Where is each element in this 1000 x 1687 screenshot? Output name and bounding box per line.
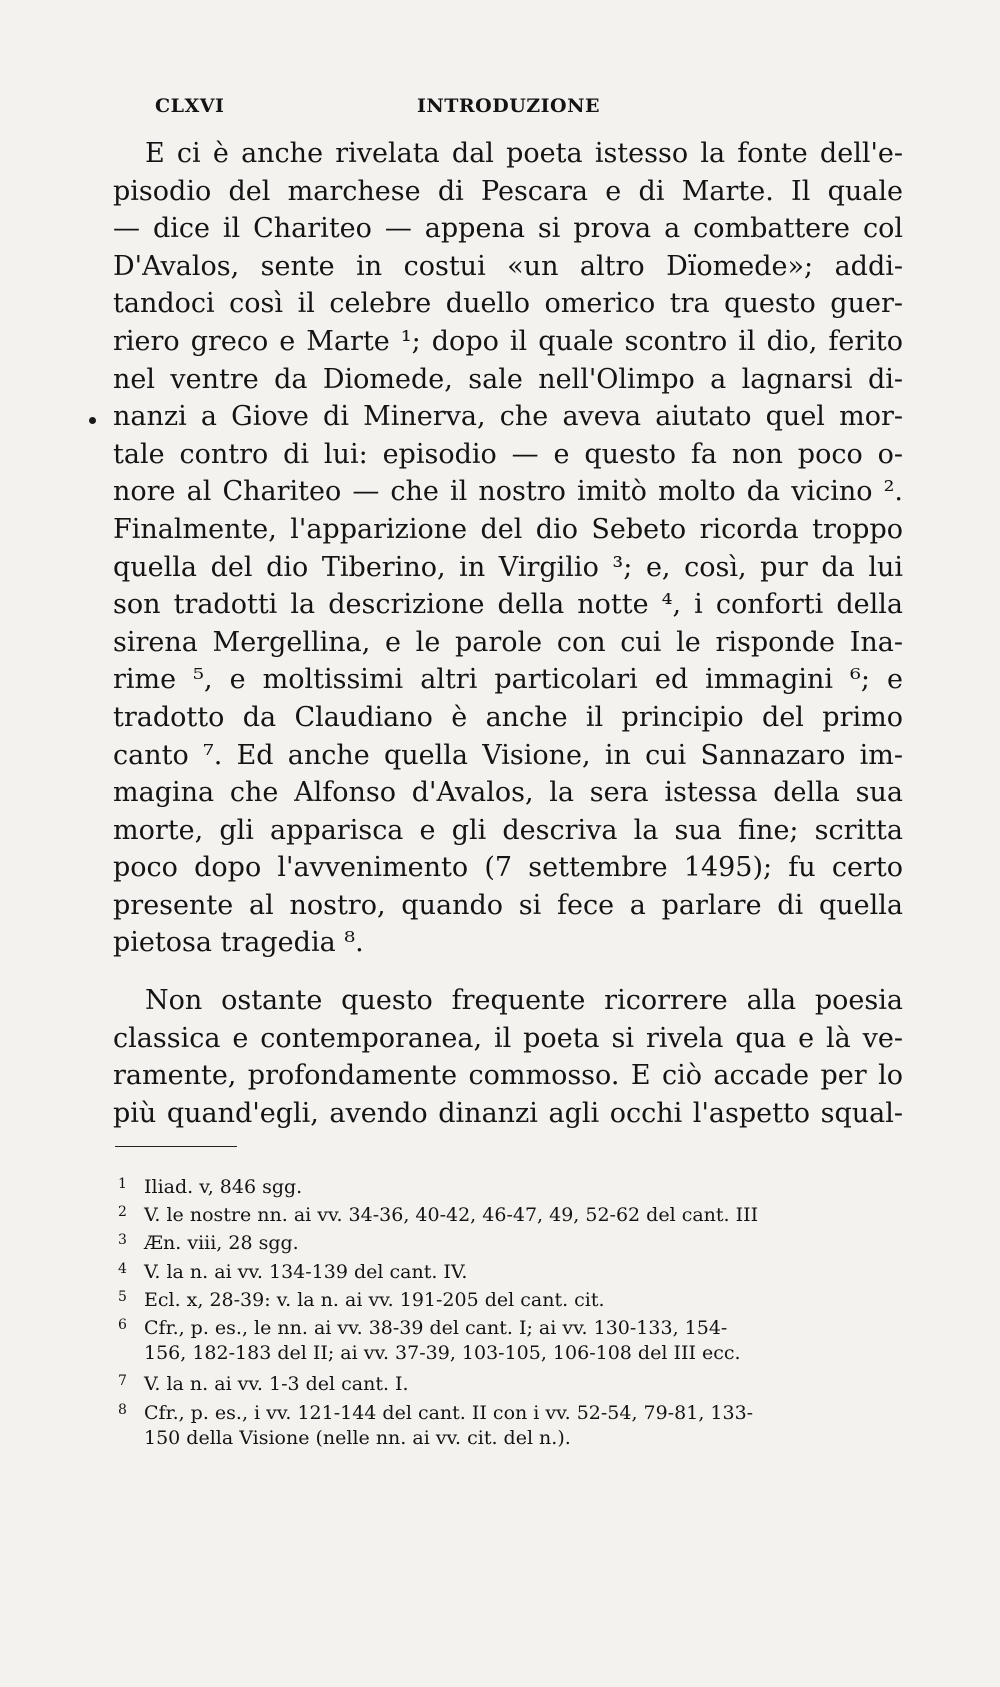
footnote-text: V. la n. ai vv. 1-3 del cant. I. <box>144 1373 409 1396</box>
footnote-mark: 5 <box>118 1288 127 1305</box>
footnote-mark: 1 <box>118 1176 127 1192</box>
footnote <box>118 1198 898 1226</box>
text-line: Finalmente, l'apparizione del dio Sebeto ricorda troppo <box>113 513 903 545</box>
page-number: CLXVI <box>155 95 225 117</box>
footnote-text: V. la n. ai vv. 134-139 del cant. IV. <box>144 1260 468 1283</box>
footnote <box>118 1170 898 1198</box>
text-line: quella del dio Tiberino, in Virgilio ³; e, così, pur da lui <box>113 551 903 583</box>
footnote-text: Iliad. v, 846 sgg. <box>144 1176 303 1198</box>
footnotes <box>118 1170 898 1452</box>
main-text <box>113 135 903 1132</box>
footnote-rule <box>115 1146 237 1147</box>
footnote <box>118 1396 898 1424</box>
footnote-text: Ecl. x, 28-39: v. la n. ai vv. 191-205 del cant. cit. <box>144 1288 605 1311</box>
footnote-mark: 4 <box>118 1260 127 1277</box>
text-line: E ci è anche rivelata dal poeta istesso la fonte dell'e- <box>145 138 903 169</box>
footnote-mark: 2 <box>118 1204 127 1221</box>
footnote <box>118 1283 898 1311</box>
text-line: D'Avalos, sente in costui «un altro Dïomede»; addi- <box>113 250 903 282</box>
margin-mark <box>89 417 96 424</box>
page-header <box>155 95 915 125</box>
text-line: tandoci così il celebre duello omerico tra questo guer- <box>113 288 903 320</box>
text-line: morte, gli apparisca e gli descriva la sua fine; scritta <box>113 814 903 846</box>
text-line: rime ⁵, e moltissimi altri particolari ed immagini ⁶; e <box>113 664 903 696</box>
text-line: nore al Chariteo — che il nostro imitò molto da vicino ². <box>113 476 903 508</box>
footnote-mark: 3 <box>118 1232 127 1249</box>
footnote <box>118 1226 898 1254</box>
text-line: son tradotti la descrizione della notte ⁴, i conforti della <box>113 589 903 621</box>
footnote-text: Cfr., p. es., le nn. ai vv. 38-39 del cant. I; ai vv. 130-133, 154- <box>144 1316 728 1339</box>
footnote-mark: 8 <box>118 1401 127 1418</box>
footnote-mark: 6 <box>118 1316 127 1333</box>
footnote-text: 156, 182-183 del II; ai vv. 37-39, 103-105, 106-108 del III ecc. <box>144 1342 741 1365</box>
footnote-text: 150 della Visione (nelle nn. ai vv. cit. del n.). <box>144 1426 571 1449</box>
footnote-continuation <box>118 1339 898 1367</box>
text-line: pisodio del marchese di Pescara e di Marte. Il quale <box>113 175 903 207</box>
footnote-mark: 7 <box>118 1373 127 1390</box>
text-line: più quand'egli, avendo dinanzi agli occhi l'aspetto squal- <box>113 1097 903 1129</box>
text-line: presente al nostro, quando si fece a parlare di quella <box>113 889 903 921</box>
text-line: nanzi a Giove di Minerva, che aveva aiutato quel mor- <box>113 401 903 433</box>
footnote-text: Æn. viii, 28 sgg. <box>144 1232 299 1255</box>
footnote <box>118 1311 898 1339</box>
text-line: Non ostante questo frequente ricorrere alla poesia <box>145 985 903 1017</box>
footnote-text: V. le nostre nn. ai vv. 34-36, 40-42, 46-47, 49, 52-62 del cant. III <box>144 1204 759 1227</box>
paragraph-gap <box>113 962 903 982</box>
footnote <box>118 1367 898 1395</box>
text-line: canto ⁷. Ed anche quella Visione, in cui Sannazaro im- <box>113 739 903 771</box>
text-line: tradotto da Claudiano è anche il principio del primo <box>113 701 903 733</box>
text-line: ramente, profondamente commosso. E ciò accade per lo <box>113 1060 903 1092</box>
text-line: poco dopo l'avvenimento (7 settembre 1495); fu certo <box>113 852 903 884</box>
text-line: riero greco e Marte ¹; dopo il quale scontro il dio, ferito <box>113 325 903 357</box>
running-title: INTRODUZIONE <box>417 95 600 117</box>
text-line: nel ventre da Diomede, sale nell'Olimpo a lagnarsi di- <box>113 363 903 395</box>
text-line: pietosa tragedia ⁸. <box>113 927 364 959</box>
footnote-text: Cfr., p. es., i vv. 121-144 del cant. II con i vv. 52-54, 79-81, 133- <box>144 1401 754 1424</box>
text-line: sirena Mergellina, e le parole con cui le risponde Ina- <box>113 626 903 658</box>
footnote-continuation <box>118 1424 898 1452</box>
footnote <box>118 1255 898 1283</box>
text-line: classica e contemporanea, il poeta si rivela qua e là ve- <box>113 1022 903 1054</box>
text-line: magina che Alfonso d'Avalos, la sera istessa della sua <box>113 777 903 809</box>
text-line: — dice il Chariteo — appena si prova a combattere col <box>113 213 903 245</box>
text-line: tale contro di lui: episodio — e questo fa non poco o- <box>113 438 903 470</box>
